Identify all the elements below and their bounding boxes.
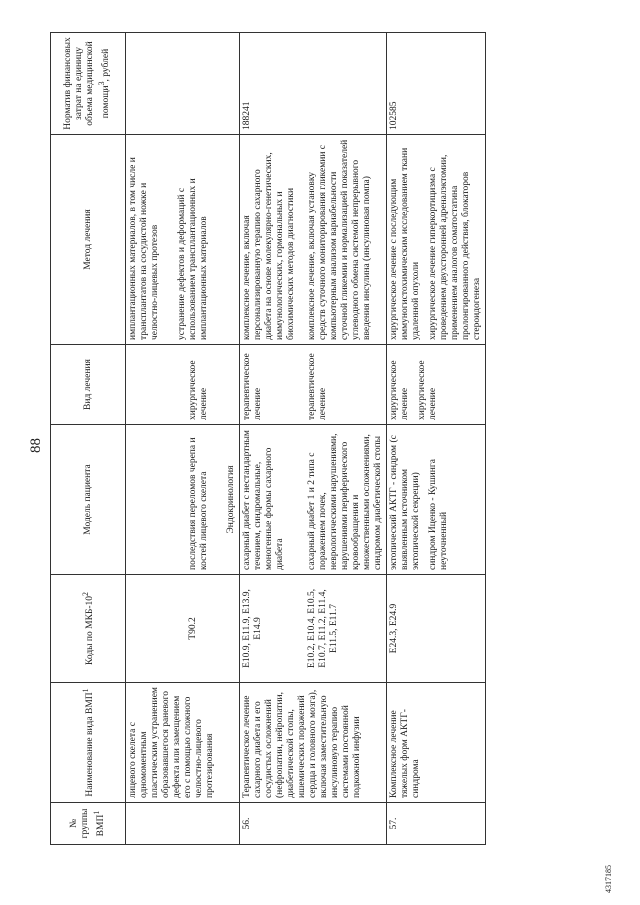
row56-codes-a: E10.9, E11.9, E13.9, E14.9 bbox=[240, 575, 300, 683]
header-num: № группы ВМП$^1$ bbox=[51, 803, 126, 845]
section-title: Эндокринология bbox=[226, 465, 236, 534]
row57-method: хирургическое лечение с последующим иммуногистохимическим исследованием ткани удаленной опухоли хирургическое лечение гиперкортицизма с проведением двухсторонней адреналэктомии, применением аналогов соматостатина пролонгированного действия, блокаторов стероидогенеза bbox=[387, 135, 486, 345]
row1-model: последствия переломов черепа и костей лицевого скелета Эндокринология bbox=[126, 425, 240, 575]
row1-method: имплантационных материалов, в том числе и трансплантатов на сосудистой ножке и челюстно-лицевых протезов устранение дефектов и деформаций с использованием трансплантационных и имплантационных материалов bbox=[126, 135, 240, 345]
header-method: Метод лечения bbox=[51, 135, 126, 345]
row1-type: хирургическое лечение bbox=[126, 345, 240, 425]
row56-num: 56. bbox=[240, 803, 387, 845]
row1-code: Т90.2 bbox=[188, 617, 198, 640]
row1-codes bbox=[126, 575, 240, 683]
row56-method-b: комплексное лечение, включая установку средств суточного мониторирования гликемии с компьютерным анализом вариабельности суточной гликемии и нормализацией показателей углеводного обмена системой непрерывного введения инсулина (инсулиновая помпа) bbox=[299, 135, 387, 345]
row57-model: эктопический АКТГ - синдром (с выявленным источником эктопической секреции) синдром Иценко - Кушинга неуточненный bbox=[387, 425, 486, 575]
row1-name: лицевого скелета с одномоментным пластическим устранением образовавшегося раневого дефекта или замещением его с помощью сложного челюстно-лицевого протезирования bbox=[126, 683, 240, 803]
row57-name: Комплексное лечение тяжелых форм АКТГ-синдрома bbox=[387, 683, 486, 803]
table-row-57 bbox=[387, 33, 486, 845]
header-model: Модель пациента bbox=[51, 425, 126, 575]
row56-type-b: терапевтическое лечение bbox=[299, 345, 387, 425]
row57-codes: E24.3, E24.9 bbox=[387, 575, 486, 683]
table-row-continued bbox=[126, 33, 240, 845]
row56-norm: 188241 bbox=[240, 33, 387, 135]
row56-codes-b: E10.2, E10.4, E10.5, E10.7, E11.2, E11.4, E11.5, E11.7 bbox=[299, 575, 387, 683]
row56-method-a: комплексное лечение, включая персонализированную терапию сахарного диабета на основе молекулярно-генетических, иммунологических, гормональных и биохимических методов диагностики bbox=[240, 135, 300, 345]
row56-name: Терапевтическое лечение сахарного диабета и его сосудистых осложнений (нефропатии, нейропатии, диабетической стопы, ишемических поражений сердца и головного мозга), включая заместительную инсулиновую терапию системами постоянной подкожной инфузии bbox=[240, 683, 387, 803]
header-norm: Норматив финансовых затрат на единицу объема медицинской помощи$^3$, рублей bbox=[51, 33, 126, 135]
header-name: Наименование вида ВМП$^1$ bbox=[51, 683, 126, 803]
header-type: Вид лечения bbox=[51, 345, 126, 425]
document-code: 4317185 bbox=[604, 865, 613, 893]
row57-type: хирургическое лечение хирургическое лечение bbox=[387, 345, 486, 425]
header-codes: Коды по МКБ-$10^2$ bbox=[51, 575, 126, 683]
row56-type-a: терапевтическое лечение bbox=[240, 345, 300, 425]
row57-num: 57. bbox=[387, 803, 486, 845]
table-row-56a bbox=[240, 33, 300, 845]
page-number: 88 bbox=[28, 438, 44, 453]
table-header-row bbox=[51, 33, 126, 845]
row56-model-a: сахарный диабет с нестандартным течением, синдромальные, моногенные формы сахарного диабета bbox=[240, 425, 300, 575]
row56-model-b: сахарный диабет 1 и 2 типа с поражением почек, неврологическими нарушениями, нарушениями периферического кровообращения и множественными осложнениями, синдромом диабетической стопы bbox=[299, 425, 387, 575]
row57-norm: 102585 bbox=[387, 33, 486, 135]
row1-norm bbox=[126, 33, 240, 135]
row1-num bbox=[126, 803, 240, 845]
vmp-table bbox=[50, 32, 486, 845]
